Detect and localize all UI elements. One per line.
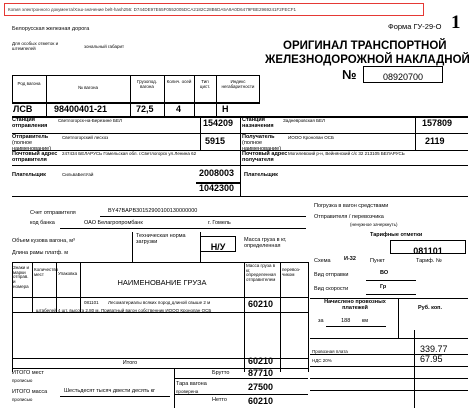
net-value: 60210 — [248, 396, 274, 406]
net-label: Нетто — [212, 397, 227, 403]
tariff-code: 081101 — [413, 246, 443, 256]
dep-station-code: 154209 — [203, 118, 234, 128]
shipment-kind-value: ВО — [380, 270, 389, 276]
charges-row — [318, 318, 368, 324]
ship-addr-value: 247434 БЕЛАРУСЬ Гомельская обл. г.Светлогорск ул.Ленина 62 — [62, 151, 197, 156]
account-label: Счет отправителя — [30, 210, 76, 216]
goods-col-name: НАИМЕНОВАНИЕ ГРУЗА — [117, 278, 207, 287]
dest-station-label: Станция назначения — [242, 117, 274, 129]
bank-code-label: код банка — [30, 220, 55, 226]
shipper-code: 5915 — [205, 136, 226, 146]
tare-hint: проверена — [176, 389, 199, 394]
goods-col-marks: Знаки и марки отправ. и номера — [13, 265, 29, 289]
goods-code: 081101 — [84, 300, 99, 305]
dest-station-value: Задневровская БЕЛ — [283, 118, 325, 123]
form-code: Форма ГУ-29-О — [388, 22, 442, 31]
col-kind: Род вагона — [17, 81, 41, 86]
wagon-index: Н — [222, 104, 229, 114]
goods-col-package: Упаковка — [58, 271, 78, 276]
tech-norm-value: Н/У — [210, 242, 226, 252]
tariff-row-1-value: 339.77 — [420, 344, 448, 354]
title-line2: ЖЕЛЕЗНОДОРОЖНОЙ НАКЛАДНОЙ — [265, 54, 470, 66]
goods-col-mass-carrier: перевоз-чиком — [282, 267, 301, 277]
invoice-number: 08920700 — [382, 72, 424, 82]
places-total-label: ИТОГО мест — [12, 370, 44, 376]
charges-prefix: за — [318, 318, 324, 324]
account-value: BY47BAPB30152900100130000000 — [108, 208, 198, 214]
speed-label: Вид скорости — [314, 286, 349, 292]
mass-total-label: ИТОГО масса — [12, 389, 48, 395]
speed-value: Гр — [380, 284, 387, 290]
ship-addr-label: Почтовый адрес отправителя — [12, 151, 58, 163]
goods-col-mass-shipper: Масса груза в кг, определенная отправителем — [246, 263, 276, 283]
invoice-number-box — [363, 66, 443, 83]
goods-line2: штабелей 4 шт. высота 2,80 м. Приватный вагон собственник ИООО Кронопан ОСБ — [36, 308, 212, 313]
goods-line1: Лесоматериалы всяких пород длиной свыше 2 м — [108, 300, 211, 305]
places-total-hint: прописью — [12, 378, 33, 383]
rate-label: Тариф. № — [416, 258, 442, 264]
loading-value-text: Отправителя / перевозчика — [314, 214, 384, 220]
tariff-code-box — [390, 240, 466, 254]
shipper-label: Отправитель (полное наименование) — [12, 134, 52, 152]
copy-banner-text: Копия электронного документа/Хэш-значение belt-hash256: D744DE97E65F0552005DCA2182C28B6DA5A9A0D6479FBE2969241F2FECF1 — [8, 7, 296, 12]
tare-label: Тара вагона — [176, 381, 207, 387]
shipper-value: Светлогорский лесхоз — [62, 135, 109, 140]
mass-label: Масса груза в кг, определенная — [244, 237, 287, 249]
payer-code-2: 1042300 — [199, 183, 235, 193]
dep-station-value: Светлогорск-на-Березине БЕЛ — [58, 118, 122, 123]
tariff-row-1-label: Провозная плата — [312, 349, 348, 354]
scheme-label: Схема — [314, 258, 331, 264]
shipment-kind-label: Вид отправки — [314, 272, 349, 278]
goods-col-places: Количество мест — [34, 267, 59, 277]
mass-words: Шестьдесят тысяч двести десять кг — [64, 388, 156, 394]
tariff-label: Тарифные отметки — [370, 232, 423, 238]
zonal-gauge: зональный габарит — [84, 44, 125, 49]
total-label: Итого — [122, 360, 138, 366]
wagon-axles: 4 — [176, 104, 182, 114]
dep-station-label: Станция отправления — [12, 117, 48, 129]
receiver-label: Получатель (полное наименование) — [242, 134, 282, 152]
length-label: Длина рамы платф. м — [12, 250, 69, 256]
charges-unit: км — [361, 318, 369, 324]
charges-value: 188 — [341, 318, 351, 324]
receiver-value: ИООО Кронопан ОСБ — [288, 135, 334, 140]
goods-mass: 60210 — [248, 299, 274, 309]
special-marks-label: Для особых отметок и штемпелей — [12, 41, 59, 51]
gross-label: Брутто — [212, 370, 230, 376]
receiver-code: 2119 — [425, 136, 445, 146]
recv-payer-label: Плательщик — [244, 172, 278, 178]
col-axles: Колич. осей — [166, 79, 192, 84]
rub-label: Руб. коп. — [417, 305, 443, 311]
loading-value — [314, 214, 384, 220]
charges-label: Начислено провозных платежей — [324, 299, 386, 311]
scheme-point: Пункт — [370, 258, 385, 264]
wagon-capacity: 72,5 — [136, 104, 154, 114]
tech-norm-label: Техническая норма загрузки — [136, 233, 186, 245]
recv-addr-value: Могилевский р-н, Вейнянский с/с 32 213105 БЕЛАРУСЬ — [288, 151, 405, 156]
loading-label: Погрузка в вагон средствами — [314, 203, 389, 209]
total-mass: 60210 — [248, 356, 274, 366]
tariff-row-2-value: 67.95 — [420, 354, 443, 364]
title-line1: ОРИГИНАЛ ТРАНСПОРТНОЙ — [283, 40, 447, 52]
col-type: Тип цист. — [199, 79, 211, 89]
dest-station-code: 157809 — [422, 118, 453, 128]
payer-code-1: 2008003 — [199, 168, 235, 178]
recv-addr-label: Почтовый адрес получателя — [242, 151, 288, 163]
bank-city: г. Гомель — [208, 220, 231, 226]
bank-value: ОАО Белагропромбанк — [84, 220, 143, 226]
sheet-number: 1 — [451, 12, 461, 33]
wagon-number: 98400401-21 — [54, 104, 108, 114]
railway-name: Белорусская железная дорога — [12, 26, 90, 32]
tariff-row-2-label: НДС 20% — [312, 358, 332, 363]
wagon-kind: ЛСВ — [13, 104, 33, 114]
gross-value: 87710 — [248, 368, 274, 378]
number-sign: № — [342, 67, 357, 82]
loading-hint: (ненужное зачеркнуть) — [350, 222, 398, 227]
scheme-value: И-32 — [344, 256, 356, 262]
copy-banner — [4, 3, 424, 16]
volume-label: Объем кузова вагона, м³ — [12, 238, 75, 244]
col-wagon-no: № вагона — [78, 85, 98, 90]
payer-value: СильваБелУай — [62, 172, 94, 177]
col-capacity: Грузопод. вагона — [136, 79, 158, 89]
payer-label: Плательщик — [12, 172, 46, 178]
col-index: Индекс негабаритности — [221, 79, 255, 89]
tech-norm-box — [200, 236, 236, 252]
mass-total-hint: прописью — [12, 397, 33, 402]
tare-value: 27500 — [248, 382, 274, 392]
